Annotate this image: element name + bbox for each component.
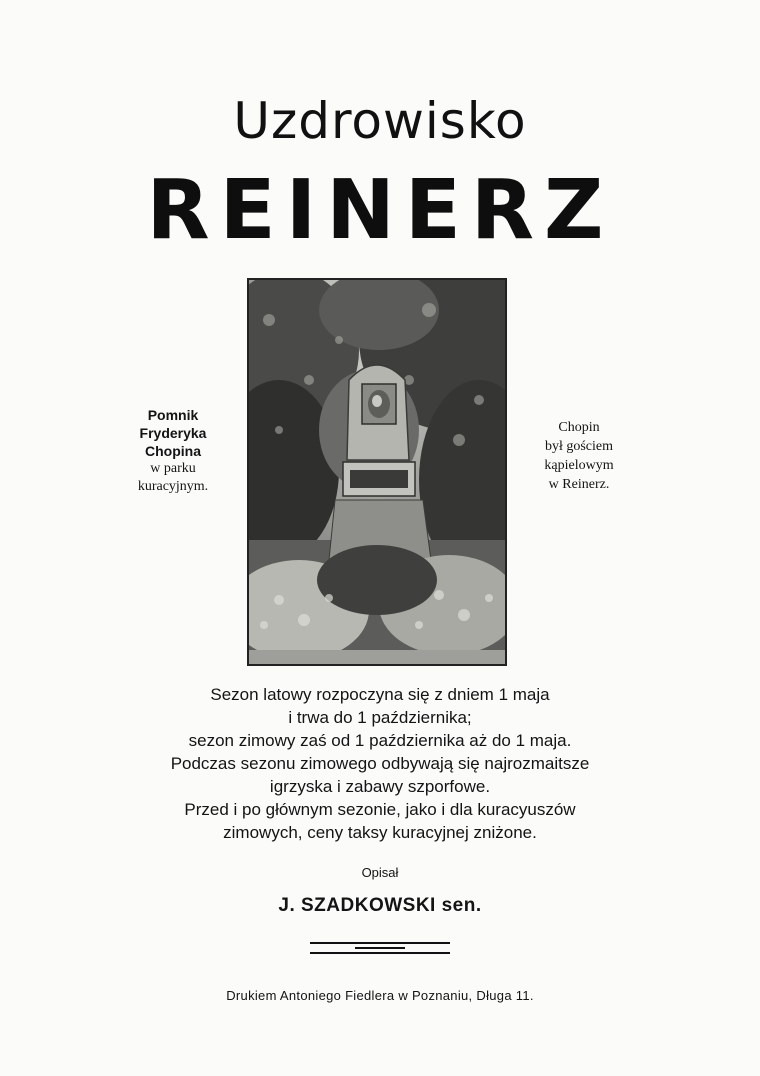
- printer-imprint: Drukiem Antoniego Fiedlera w Poznaniu, Długa 11.: [226, 988, 534, 1003]
- author-name: J. SZADKOWSKI sen.: [278, 895, 482, 916]
- body-line: Podczas sezonu zimowego odbywają się najrozmaitsze: [170, 754, 590, 773]
- caption-left-line-5: kuracyjnym.: [137, 479, 209, 494]
- page-title: REINERZ: [146, 163, 614, 258]
- caption-right-line-3: kąpielowym: [544, 458, 614, 473]
- body-line: i trwa do 1 października;: [288, 708, 472, 727]
- season-info: [60, 683, 700, 844]
- divider-middle: [355, 947, 405, 949]
- caption-left-line-2: Fryderyka: [139, 425, 207, 441]
- body-line: zimowych, ceny taksy kuracyjnej zniżone.: [223, 823, 537, 842]
- caption-right-line-4: w Reinerz.: [548, 477, 610, 492]
- caption-left-line-1: Pomnik: [147, 407, 199, 423]
- described-by-label: Opisał: [361, 865, 399, 880]
- subtitle: Uzdrowisko: [233, 92, 527, 150]
- caption-right: [514, 418, 644, 494]
- monument-photo: [247, 278, 507, 666]
- body-line: Przed i po głównym sezonie, jako i dla kuracyuszów: [184, 800, 576, 819]
- divider-bottom: [310, 952, 450, 954]
- body-line: igrzyska i zabawy szporfowe.: [269, 777, 491, 796]
- caption-right-line-1: Chopin: [558, 420, 600, 435]
- caption-left-line-3: Chopina: [145, 443, 201, 459]
- caption-left: [108, 406, 238, 496]
- body-line: Sezon latowy rozpoczyna się z dniem 1 maja: [210, 685, 550, 704]
- caption-left-line-4: w parku: [150, 461, 196, 476]
- divider-top: [310, 942, 450, 944]
- caption-right-line-2: był gościem: [544, 439, 614, 454]
- monument-photo-icon: [249, 280, 505, 664]
- body-line: sezon zimowy zaś od 1 października aż do 1 maja.: [188, 731, 572, 750]
